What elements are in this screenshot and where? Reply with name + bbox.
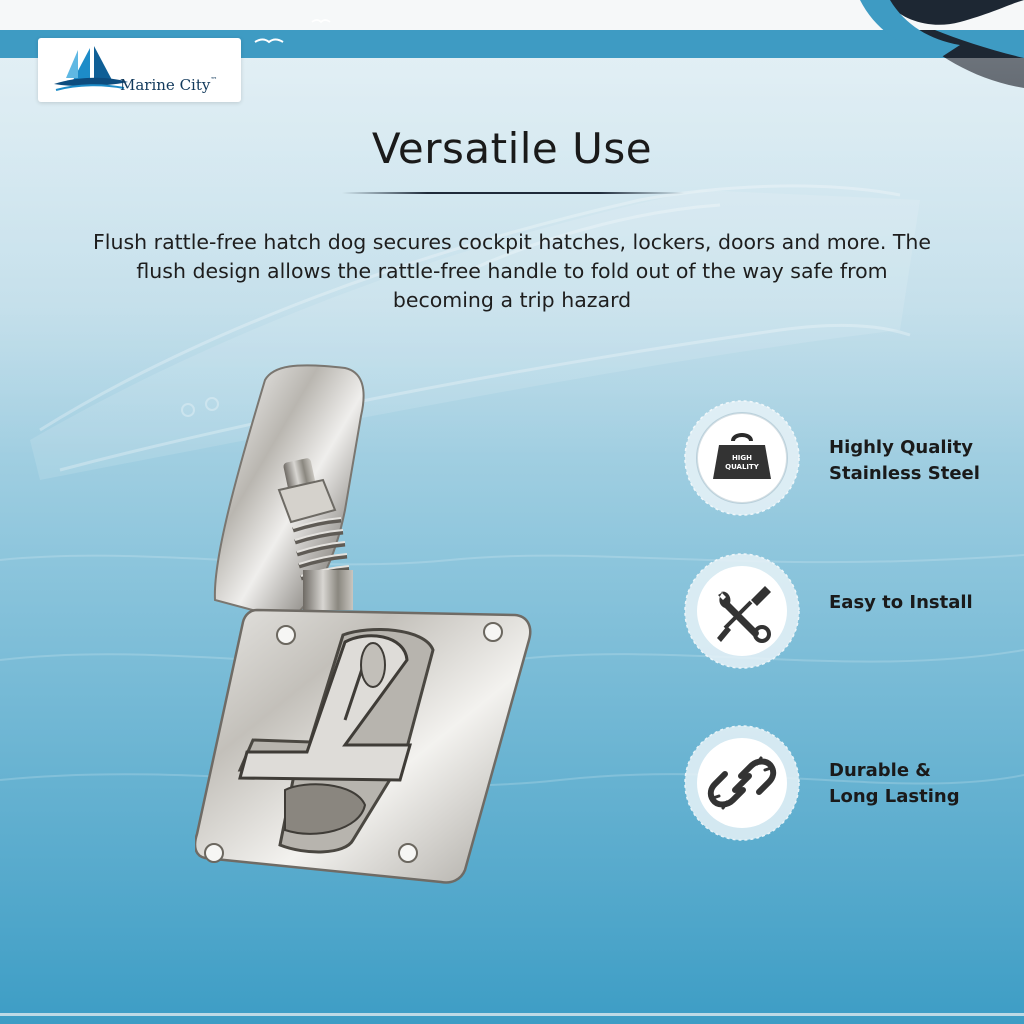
feature-durable-label <box>829 758 960 810</box>
weight-icon <box>683 399 801 517</box>
weight-icon-label-top: HIGH <box>731 454 753 462</box>
weight-icon-label-bottom: QUALITY <box>725 463 759 471</box>
chain-link-icon <box>683 724 801 842</box>
page-title: Versatile Use <box>371 124 653 173</box>
feature-quality <box>683 399 1003 519</box>
hatch-dog-product-image <box>195 360 540 885</box>
feature-quality-label <box>829 435 980 487</box>
feature-durable <box>683 724 1003 844</box>
description-text: Flush rattle-free hatch dog secures cockpit hatches, lockers, doors and more. The flush design allows the rattle-free handle to fold out of the way safe from becoming a trip hazard <box>92 230 932 312</box>
brand-logo[interactable] <box>38 38 241 102</box>
feature-durable-line2: Long Lasting <box>829 786 960 807</box>
feature-quality-line2: Stainless Steel <box>829 463 980 484</box>
feature-install-line1: Easy to Install <box>829 592 973 613</box>
feature-durable-line1: Durable & <box>829 760 932 781</box>
bottom-border <box>0 1013 1024 1016</box>
brand-name: Marine City™ <box>120 76 218 94</box>
tools-icon <box>683 552 801 670</box>
feature-install <box>683 552 1003 672</box>
feature-install-label <box>829 590 973 616</box>
feature-quality-line1: Highly Quality <box>829 437 974 458</box>
title-divider <box>342 192 684 194</box>
